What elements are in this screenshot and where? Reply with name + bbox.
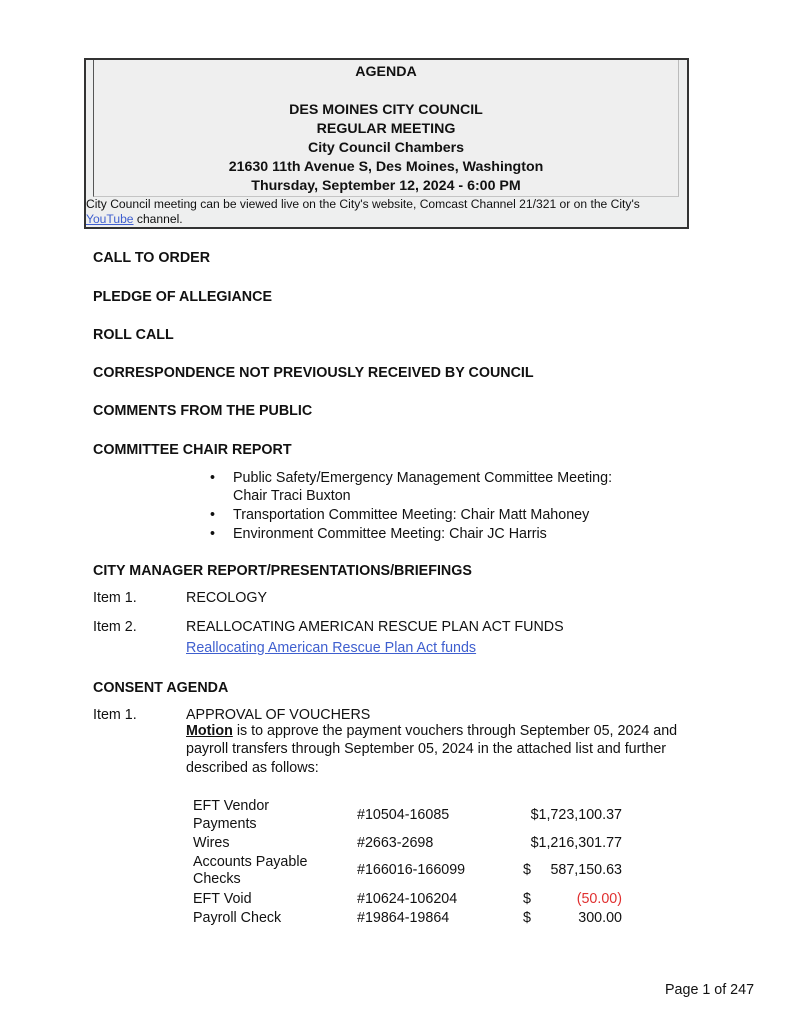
motion-text: is to approve the payment vouchers through September 05, 2024 and payroll transfers through September 05, 2024 in the attached list and further described as follows: xyxy=(186,723,678,776)
section-city-manager-report: CITY MANAGER REPORT/PRESENTATIONS/BRIEFINGS xyxy=(93,563,472,579)
committee-report-text: Transportation Committee Meeting: Chair Matt Mahoney xyxy=(233,507,590,523)
meeting-address: 21630 11th Avenue S, Des Moines, Washington xyxy=(228,159,544,175)
section-consent-agenda: CONSENT AGENDA xyxy=(93,680,229,696)
item-label: Item 1. xyxy=(93,590,137,606)
motion-paragraph xyxy=(186,722,686,777)
committee-report-text: Public Safety/Emergency Management Committee Meeting: xyxy=(233,470,613,486)
voucher-number: #19864-19864 xyxy=(357,910,450,926)
voucher-amount: $1,723,100.37 xyxy=(530,807,622,823)
viewing-info xyxy=(86,197,686,227)
item-title-approval-of-vouchers: APPROVAL OF VOUCHERS xyxy=(186,707,371,723)
voucher-number: #166016-166099 xyxy=(357,862,466,878)
section-pledge-of-allegiance: PLEDGE OF ALLEGIANCE xyxy=(93,289,272,305)
voucher-amount: $1,216,301.77 xyxy=(530,835,622,851)
meeting-venue: City Council Chambers xyxy=(307,140,465,156)
agenda-title: AGENDA xyxy=(355,64,417,80)
voucher-number: #10624-106204 xyxy=(357,891,458,907)
bullet-icon: • xyxy=(210,507,216,523)
arpa-funds-link[interactable]: Reallocating American Rescue Plan Act funds xyxy=(186,640,477,656)
viewing-info-text-end: channel. xyxy=(133,212,183,226)
meeting-datetime: Thursday, September 12, 2024 - 6:00 PM xyxy=(251,178,521,194)
voucher-type-cont: Checks xyxy=(193,871,241,887)
council-name: DES MOINES CITY COUNCIL xyxy=(289,102,483,118)
section-public-comments: COMMENTS FROM THE PUBLIC xyxy=(93,403,313,419)
voucher-currency: $ xyxy=(523,910,531,926)
bullet-icon: • xyxy=(210,470,216,486)
voucher-type: EFT Void xyxy=(193,891,252,907)
voucher-amount-negative: (50.00) xyxy=(576,891,622,907)
viewing-info-text: City Council meeting can be viewed live on the City's website, Comcast Channel 21/321 or on the City's xyxy=(86,197,640,211)
meeting-type: REGULAR MEETING xyxy=(316,121,456,137)
section-committee-chair-report: COMMITTEE CHAIR REPORT xyxy=(93,442,292,458)
item-label: Item 2. xyxy=(93,619,137,635)
voucher-type-cont: Payments xyxy=(193,816,257,832)
voucher-number: #10504-16085 xyxy=(357,807,450,823)
motion-label: Motion xyxy=(186,723,233,739)
youtube-link[interactable]: YouTube xyxy=(86,212,134,226)
voucher-type: Payroll Check xyxy=(193,910,282,926)
item-title-arpa-funds: REALLOCATING AMERICAN RESCUE PLAN ACT FUNDS xyxy=(186,619,564,635)
page-number: Page 1 of 247 xyxy=(665,982,755,998)
committee-report-chair: Chair Traci Buxton xyxy=(233,488,351,504)
section-call-to-order: CALL TO ORDER xyxy=(93,250,211,266)
voucher-amount: 300.00 xyxy=(578,910,622,926)
voucher-currency: $ xyxy=(523,891,531,907)
voucher-number: #2663-2698 xyxy=(357,835,434,851)
voucher-type: Accounts Payable xyxy=(193,854,308,870)
item-title-recology: RECOLOGY xyxy=(186,590,268,606)
voucher-amount: 587,150.63 xyxy=(550,862,622,878)
section-roll-call: ROLL CALL xyxy=(93,327,174,343)
bullet-icon: • xyxy=(210,526,216,542)
voucher-type: Wires xyxy=(193,835,230,851)
item-label: Item 1. xyxy=(93,707,137,723)
voucher-currency: $ xyxy=(523,862,531,878)
committee-report-text: Environment Committee Meeting: Chair JC Harris xyxy=(233,526,547,542)
section-correspondence: CORRESPONDENCE NOT PREVIOUSLY RECEIVED BY COUNCIL xyxy=(93,365,534,381)
voucher-type: EFT Vendor xyxy=(193,798,270,814)
